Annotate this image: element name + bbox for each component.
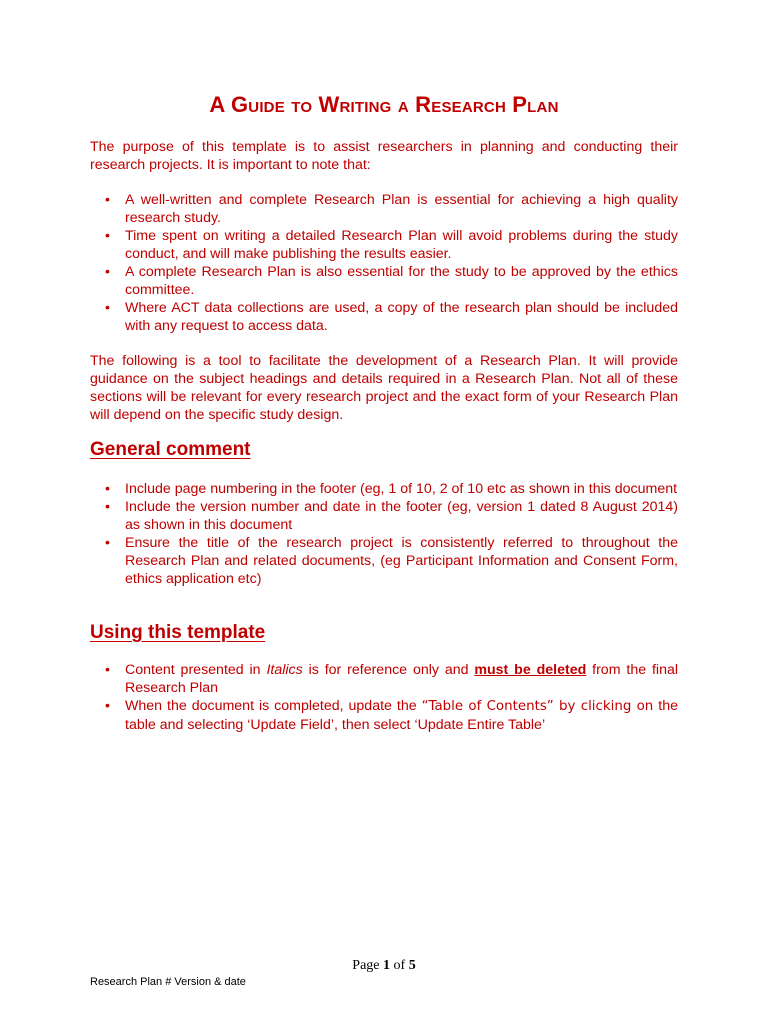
list-item: • Ensure the title of the research project is consistently referred to throughout the Research Plan and related documents, (eg Participant Information and Consent Form, ethics application etc) [125,534,678,588]
list-item [125,661,678,697]
intro-paragraph: The purpose of this template is to assist researchers in planning and conducting their research projects. It is important to note that: [90,139,678,173]
using-template-list [90,661,678,734]
bullet-text: the table and selecting ‘Update Field’, then select ‘Update Entire Table’ [125,698,678,733]
table-of-contents-reference: “Table of Contents” by clicking on [421,699,654,714]
list-item: • Include page numbering in the footer (eg, 1 of 10, 2 of 10 etc as shown in this document [125,480,678,498]
general-comment-list [90,480,678,588]
must-be-deleted-emphasis: must be deleted [474,662,587,678]
list-item: • Where ACT data collections are used, a copy of the research plan should be included with any request to access data. [125,299,678,335]
using-template-heading: Using this template [90,622,266,643]
bullet-text: When the document is completed, update the [125,698,422,714]
page-title: A Guide to Writing a Research Plan [209,92,559,117]
list-item [125,697,678,734]
bullet-text: is for reference only and [302,662,475,678]
bullet-text: from the final Research Plan [125,662,679,696]
page-number [0,958,768,974]
list-item: • A well-written and complete Research Plan is essential for achieving a high quality research study. [125,191,678,227]
intro-bullet-list [90,191,678,335]
bullet-text: Content presented in [125,662,267,678]
page-current: 1 [383,958,391,973]
general-comment-heading: General comment [90,439,251,460]
tool-description-paragraph: The following is a tool to facilitate the development of a Research Plan. It will provide guidance on the subject headings and details required in a Research Plan. Not all of these sections will be relevant for every research project and the exact form of your Research Plan will depend on the specific study design. [90,353,678,423]
page-prefix: Page [352,958,384,973]
italics-word: Italics [266,662,303,678]
page-total: 5 [408,958,416,973]
list-item: • A complete Research Plan is also essential for the study to be approved by the ethics committee. [125,263,678,299]
footer-text: Research Plan # Version & date [90,976,246,988]
page-of: of [390,958,409,973]
list-item: • Include the version number and date in the footer (eg, version 1 dated 8 August 2014) as shown in this document [125,498,678,534]
list-item: • Time spent on writing a detailed Research Plan will avoid problems during the study conduct, and will make publishing the results easier. [125,227,678,263]
